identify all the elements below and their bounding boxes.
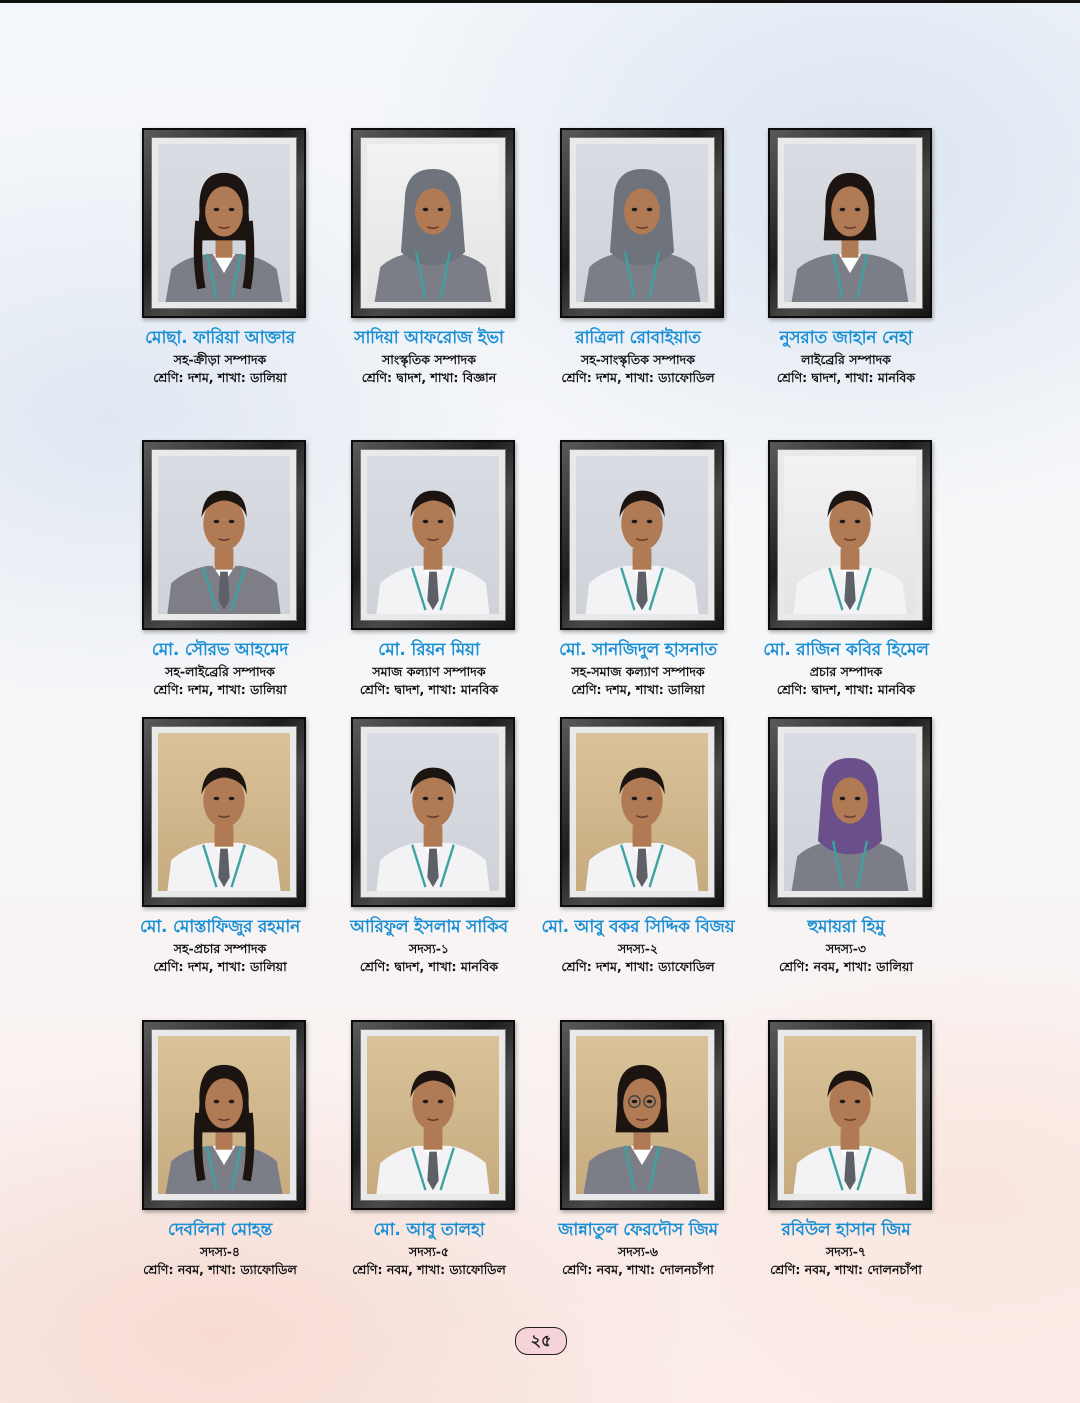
member-class: শ্রেণি: দশম, শাখা: ড্যাফোডিল xyxy=(561,370,715,385)
member-name: মো. মোস্তাফিজুর রহমান xyxy=(139,917,301,937)
photo-frame xyxy=(142,440,306,630)
photo-frame xyxy=(768,440,932,630)
page-number: ২৫ xyxy=(515,1327,567,1355)
member-name: দেবলিনা মোহন্ত xyxy=(167,1220,273,1240)
member-photo xyxy=(784,456,916,614)
member-role: সদস্য-২ xyxy=(617,941,659,956)
member-photo xyxy=(158,1036,290,1194)
photo-mat xyxy=(151,137,297,309)
member-name: সাদিয়া আফরোজ ইভা xyxy=(354,328,504,348)
member-photo xyxy=(367,733,499,891)
member-class: শ্রেণি: নবম, শাখা: দোলনচাঁপা xyxy=(770,1262,922,1277)
member-photo xyxy=(158,144,290,302)
photo-mat xyxy=(777,1029,923,1201)
member-photo xyxy=(576,1036,708,1194)
member-name: হুমায়রা হিমু xyxy=(807,917,885,937)
member-role: প্রচার সম্পাদক xyxy=(809,664,883,679)
member-name: মো. রাজিন কবির হিমেল xyxy=(763,640,929,660)
photo-frame xyxy=(351,440,515,630)
member-class: শ্রেণি: দশম, শাখা: ডালিয়া xyxy=(153,370,287,385)
member-role: সহ-লাইব্রেরি সম্পাদক xyxy=(165,664,275,679)
member-name: মো. রিয়ন মিয়া xyxy=(378,640,480,660)
member-photo xyxy=(158,456,290,614)
member-class: শ্রেণি: দশম, শাখা: ডালিয়া xyxy=(571,682,705,697)
photo-mat xyxy=(360,1029,506,1201)
photo-frame xyxy=(142,717,306,907)
member-photo xyxy=(576,144,708,302)
member-class: শ্রেণি: নবম, শাখা: ড্যাফোডিল xyxy=(352,1262,506,1277)
photo-frame xyxy=(142,1020,306,1210)
photo-mat xyxy=(777,726,923,898)
member-role: সদস্য-১ xyxy=(408,941,449,956)
photo-mat xyxy=(569,726,715,898)
photo-mat xyxy=(151,1029,297,1201)
photo-mat xyxy=(360,137,506,309)
photo-frame xyxy=(768,128,932,318)
member-photo xyxy=(784,1036,916,1194)
member-role: সদস্য-৩ xyxy=(825,941,867,956)
member-role: সদস্য-৭ xyxy=(825,1244,867,1259)
member-name: আরিফুল ইসলাম সাকিব xyxy=(350,917,508,937)
member-role: সহ-ক্রীড়া সম্পাদক xyxy=(173,352,267,367)
member-name: মোছা. ফারিয়া আক্তার xyxy=(145,328,295,348)
member-role: সহ-সমাজ কল্যাণ সম্পাদক xyxy=(571,664,705,679)
photo-frame xyxy=(351,1020,515,1210)
photo-frame xyxy=(142,128,306,318)
member-name: রবিউল হাসান জিম xyxy=(781,1220,911,1240)
member-role: সমাজ কল্যাণ সম্পাদক xyxy=(372,664,486,679)
photo-frame xyxy=(768,1020,932,1210)
photo-frame xyxy=(560,717,724,907)
member-role: সাংস্কৃতিক সম্পাদক xyxy=(382,352,476,367)
member-photo xyxy=(784,144,916,302)
photo-mat xyxy=(569,1029,715,1201)
photo-frame xyxy=(351,717,515,907)
member-photo xyxy=(158,733,290,891)
photo-mat xyxy=(777,449,923,621)
member-class: শ্রেণি: দ্বাদশ, শাখা: মানবিক xyxy=(359,959,499,974)
member-role: সদস্য-৫ xyxy=(408,1244,449,1259)
member-photo xyxy=(367,144,499,302)
member-name: মো. আবু বকর সিদ্দিক বিজয় xyxy=(541,917,735,937)
member-class: শ্রেণি: দ্বাদশ, শাখা: বিজ্ঞান xyxy=(361,370,497,385)
member-class: শ্রেণি: নবম, শাখা: ড্যাফোডিল xyxy=(143,1262,297,1277)
member-name: মো. আবু তালহা xyxy=(373,1220,485,1240)
member-class: শ্রেণি: দ্বাদশ, শাখা: মানবিক xyxy=(359,682,499,697)
member-class: শ্রেণি: নবম, শাখা: ডালিয়া xyxy=(778,959,913,974)
member-class: শ্রেণি: দ্বাদশ, শাখা: মানবিক xyxy=(776,370,916,385)
photo-frame xyxy=(560,440,724,630)
photo-mat xyxy=(360,726,506,898)
member-photo xyxy=(367,456,499,614)
member-class: শ্রেণি: নবম, শাখা: দোলনচাঁপা xyxy=(562,1262,714,1277)
member-class: শ্রেণি: দশম, শাখা: ডালিয়া xyxy=(153,682,287,697)
member-role: সদস্য-৪ xyxy=(199,1244,240,1259)
member-name: জান্নাতুল ফেরদৌস জিম xyxy=(558,1220,718,1240)
member-role: সহ-সাংস্কৃতিক সম্পাদক xyxy=(580,352,695,367)
photo-frame xyxy=(768,717,932,907)
photo-mat xyxy=(777,137,923,309)
photo-frame xyxy=(351,128,515,318)
member-class: শ্রেণি: দশম, শাখা: ডালিয়া xyxy=(153,959,287,974)
photo-mat xyxy=(360,449,506,621)
member-role: সহ-প্রচার সম্পাদক xyxy=(173,941,267,956)
photo-mat xyxy=(151,449,297,621)
photo-frame xyxy=(560,128,724,318)
member-photo xyxy=(576,456,708,614)
member-role: লাইব্রেরি সম্পাদক xyxy=(801,352,891,367)
member-photo xyxy=(576,733,708,891)
photo-mat xyxy=(569,137,715,309)
member-name: মো. সানজিদুল হাসনাত xyxy=(559,640,717,660)
member-name: নুসরাত জাহান নেহা xyxy=(779,328,913,348)
member-class: শ্রেণি: দ্বাদশ, শাখা: মানবিক xyxy=(776,682,916,697)
photo-mat xyxy=(151,726,297,898)
photo-mat xyxy=(569,449,715,621)
member-photo xyxy=(784,733,916,891)
photo-frame xyxy=(560,1020,724,1210)
member-name: মো. সৌরভ আহমেদ xyxy=(151,640,289,660)
member-role: সদস্য-৬ xyxy=(617,1244,659,1259)
member-name: রাত্রিলা রোবাইয়াত xyxy=(575,328,701,348)
member-photo xyxy=(367,1036,499,1194)
member-class: শ্রেণি: দশম, শাখা: ড্যাফোডিল xyxy=(561,959,715,974)
